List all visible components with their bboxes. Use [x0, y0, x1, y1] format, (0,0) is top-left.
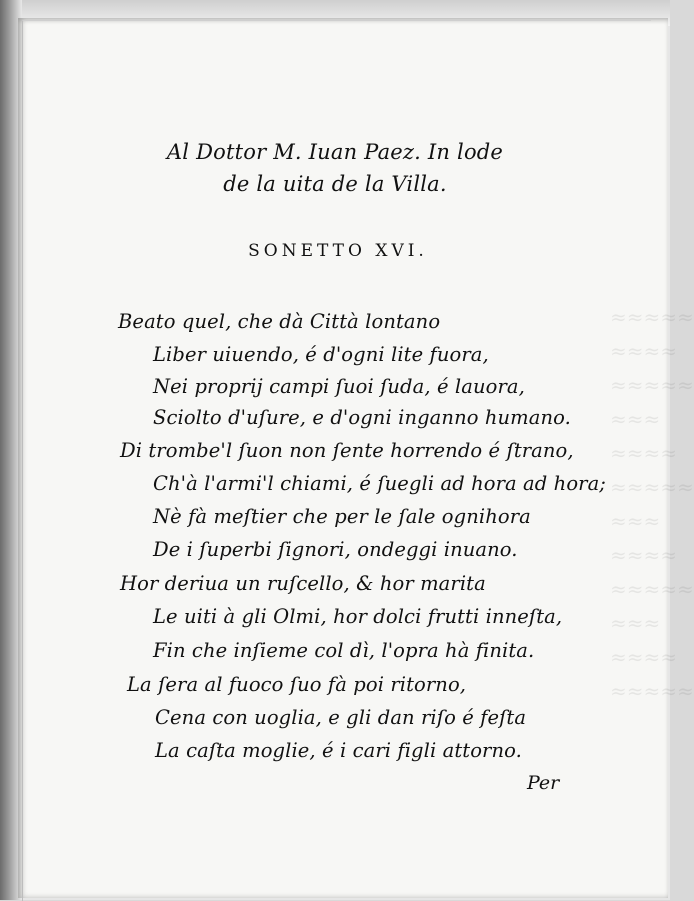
poem-line-7: Nè fà meſtier che per le ſale ognihora — [153, 505, 531, 528]
catchword: Per — [527, 772, 560, 794]
poem-line-6: Ch'à l'armi'l chiami, é ſuegli ad hora ad hora; — [153, 472, 606, 495]
sonnet-title: SONETTO XVI. — [248, 241, 428, 261]
dedication-heading-line-2: de la uita de la Villa. — [223, 172, 447, 196]
poem-line-3: Nei proprij campi ſuoi ſuda, é lauora, — [153, 375, 525, 398]
poem-line-11: Fin che inſieme col dì, l'opra hà finita. — [153, 639, 535, 662]
poem-line-13: Cena con uoglia, e gli dan riſo é feſta — [155, 706, 527, 729]
poem-line-10: Le uiti à gli Olmi, hor dolci frutti inneſta, — [153, 605, 563, 628]
poem-line-5: Di trombe'l ſuon non ſente horrendo é ſtrano, — [120, 439, 574, 462]
dedication-heading-line-1: Al Dottor M. Iuan Paez. In lode — [166, 140, 504, 164]
poem-line-9: Hor deriua un ruſcello, & hor marita — [120, 572, 486, 595]
poem-line-2: Liber uiuendo, é d'ogni lite fuora, — [153, 343, 489, 366]
poem-line-14: La caſta moglie, é i cari figli attorno. — [155, 739, 522, 762]
poem-line-1: Beato quel, che dà Città lontano — [118, 310, 441, 333]
poem-line-8: De i ſuperbi ſignori, ondeggi inuano. — [153, 538, 518, 561]
verso-show-through: ≈≈≈≈≈ ≈≈≈≈ ≈≈≈≈≈ ≈≈≈ ≈≈≈≈ ≈≈≈≈≈ ≈≈≈ ≈≈≈≈ ≈≈≈≈≈ ≈≈≈ ≈≈≈≈ ≈≈≈≈≈ — [610, 305, 694, 703]
poem-line-12: La ſera al fuoco ſuo fà poi ritorno, — [127, 673, 467, 696]
poem-line-4: Sciolto d'uſure, e d'ogni inganno humano. — [153, 406, 571, 429]
